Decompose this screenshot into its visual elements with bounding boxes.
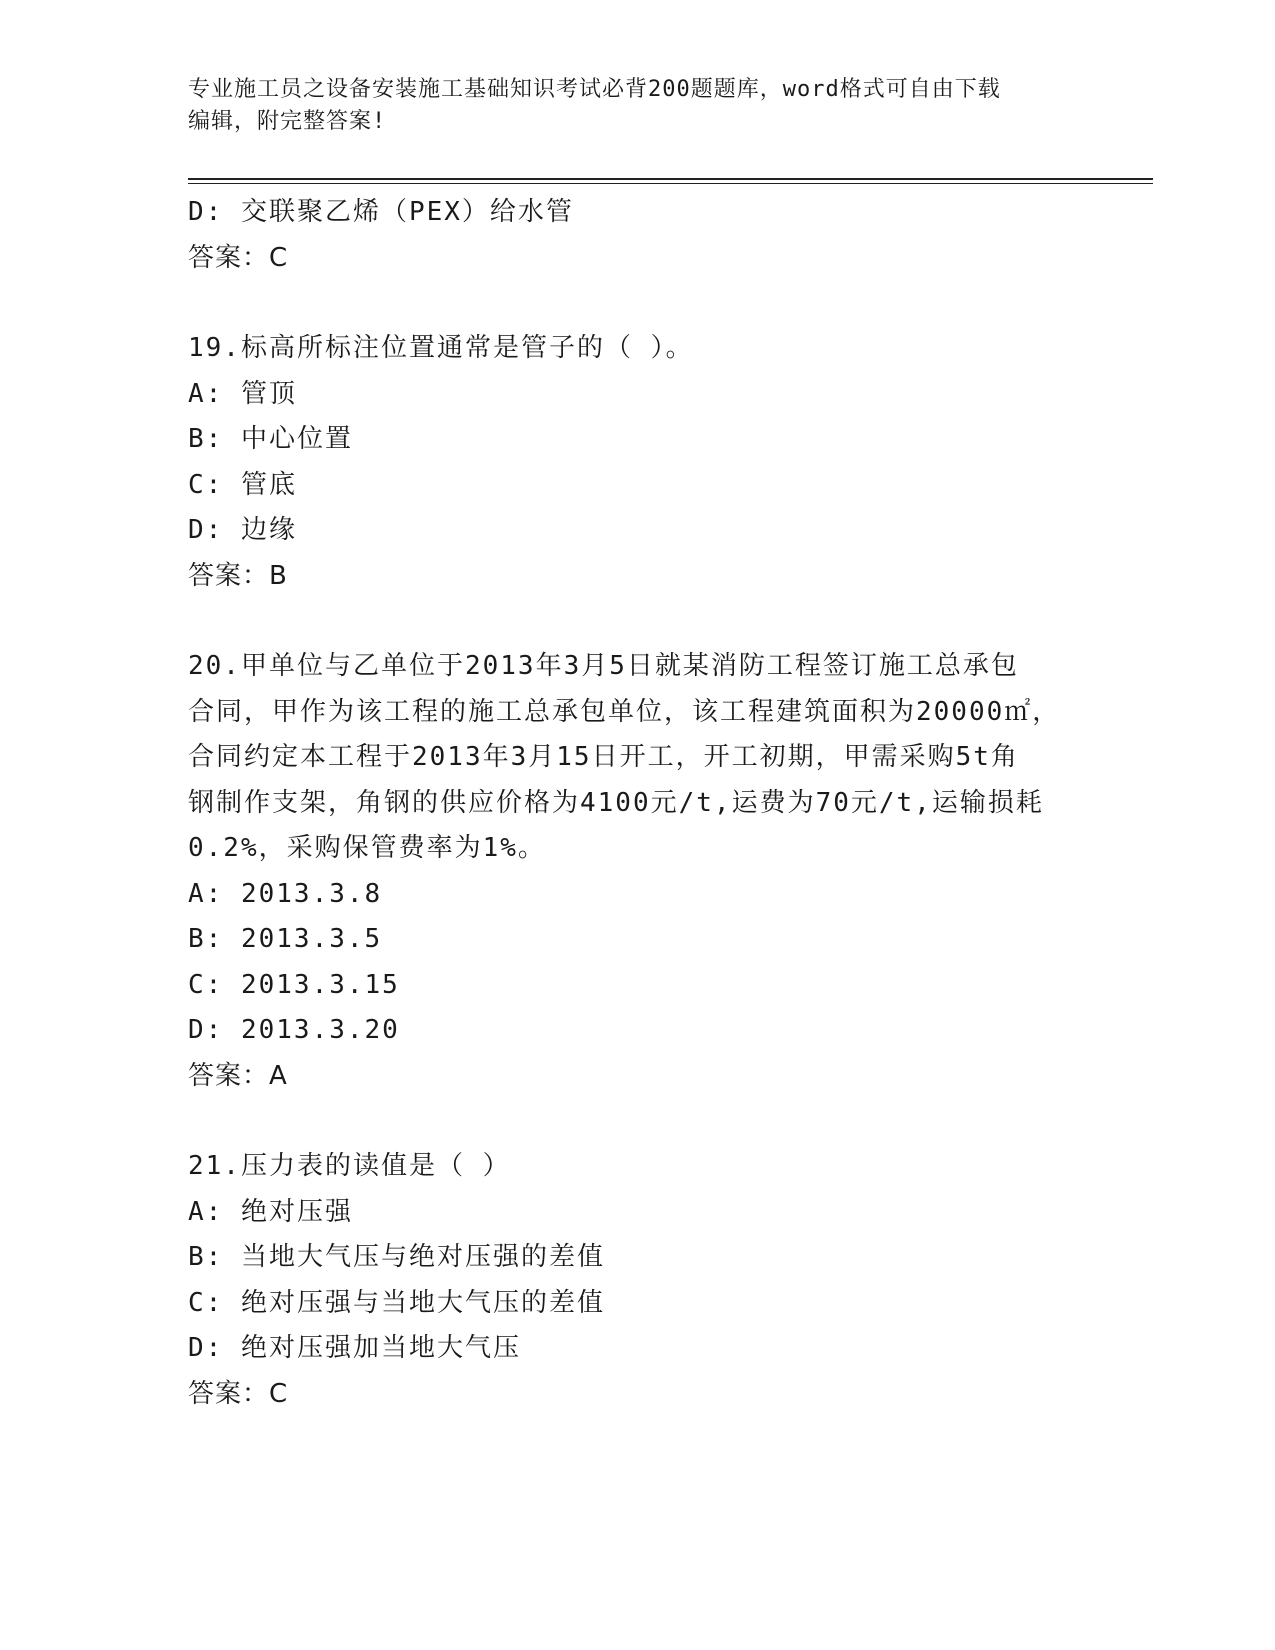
option-d: D: 边缘 [188, 515, 297, 545]
option-c: C: 管底 [188, 469, 297, 500]
answer: 答案：C [188, 1378, 289, 1409]
option-d: D: 绝对压强加当地大气压 [188, 1333, 521, 1363]
option-d-prev: D: 交联聚乙烯（PEX）给水管 [188, 197, 574, 227]
option-c: C: 绝对压强与当地大气压的差值 [188, 1287, 605, 1318]
answer: 答案：B [188, 560, 288, 591]
option-b: B: 当地大气压与绝对压强的差值 [188, 1242, 605, 1272]
spacer [188, 281, 1088, 326]
question-stem: 21.压力表的读值是（ ） [188, 1151, 511, 1181]
header-title-line-2: 编辑，附完整答案! [188, 109, 387, 134]
option-a: A: 管顶 [188, 378, 297, 409]
option-d: D: 2013.3.20 [188, 1015, 400, 1045]
header-rule-thick [188, 178, 1153, 180]
question-stem-line-4: 钢制作支架，角钢的供应价格为4100元/t,运费为70元/t,运输损耗 [188, 787, 1044, 818]
option-a: A: 2013.3.8 [188, 878, 383, 909]
option-b: B: 中心位置 [188, 424, 353, 454]
question-stem-line-2: 合同，甲作为该工程的施工总承包单位，该工程建筑面积为20000㎡， [188, 696, 1061, 727]
question-stem-line-5: 0.2%，采购保管费率为1%。 [188, 833, 546, 863]
question-19 [188, 326, 1088, 599]
spacer [188, 599, 1088, 644]
option-c: C: 2013.3.15 [188, 969, 400, 1000]
header-rule-thin [188, 183, 1153, 184]
answer: 答案：A [188, 1060, 288, 1091]
question-stem-line-1: 20.甲单位与乙单位于2013年3月5日就某消防工程签订施工总承包 [188, 651, 1019, 681]
question-stem: 19.标高所标注位置通常是管子的（ ）。 [188, 333, 694, 363]
question-20 [188, 644, 1088, 1099]
question-content [188, 190, 1088, 1417]
option-a: A: 绝对压强 [188, 1196, 353, 1227]
document-header [188, 74, 1088, 138]
header-title-line-1: 专业施工员之设备安装施工基础知识考试必背200题题库，word格式可自由下载 [188, 77, 1001, 102]
option-b: B: 2013.3.5 [188, 924, 383, 954]
answer-prev: 答案：C [188, 242, 289, 273]
question-21 [188, 1144, 1088, 1417]
spacer [188, 1099, 1088, 1144]
question-stem-line-3: 合同约定本工程于2013年3月15日开工，开工初期，甲需采购5t角 [188, 742, 1019, 772]
